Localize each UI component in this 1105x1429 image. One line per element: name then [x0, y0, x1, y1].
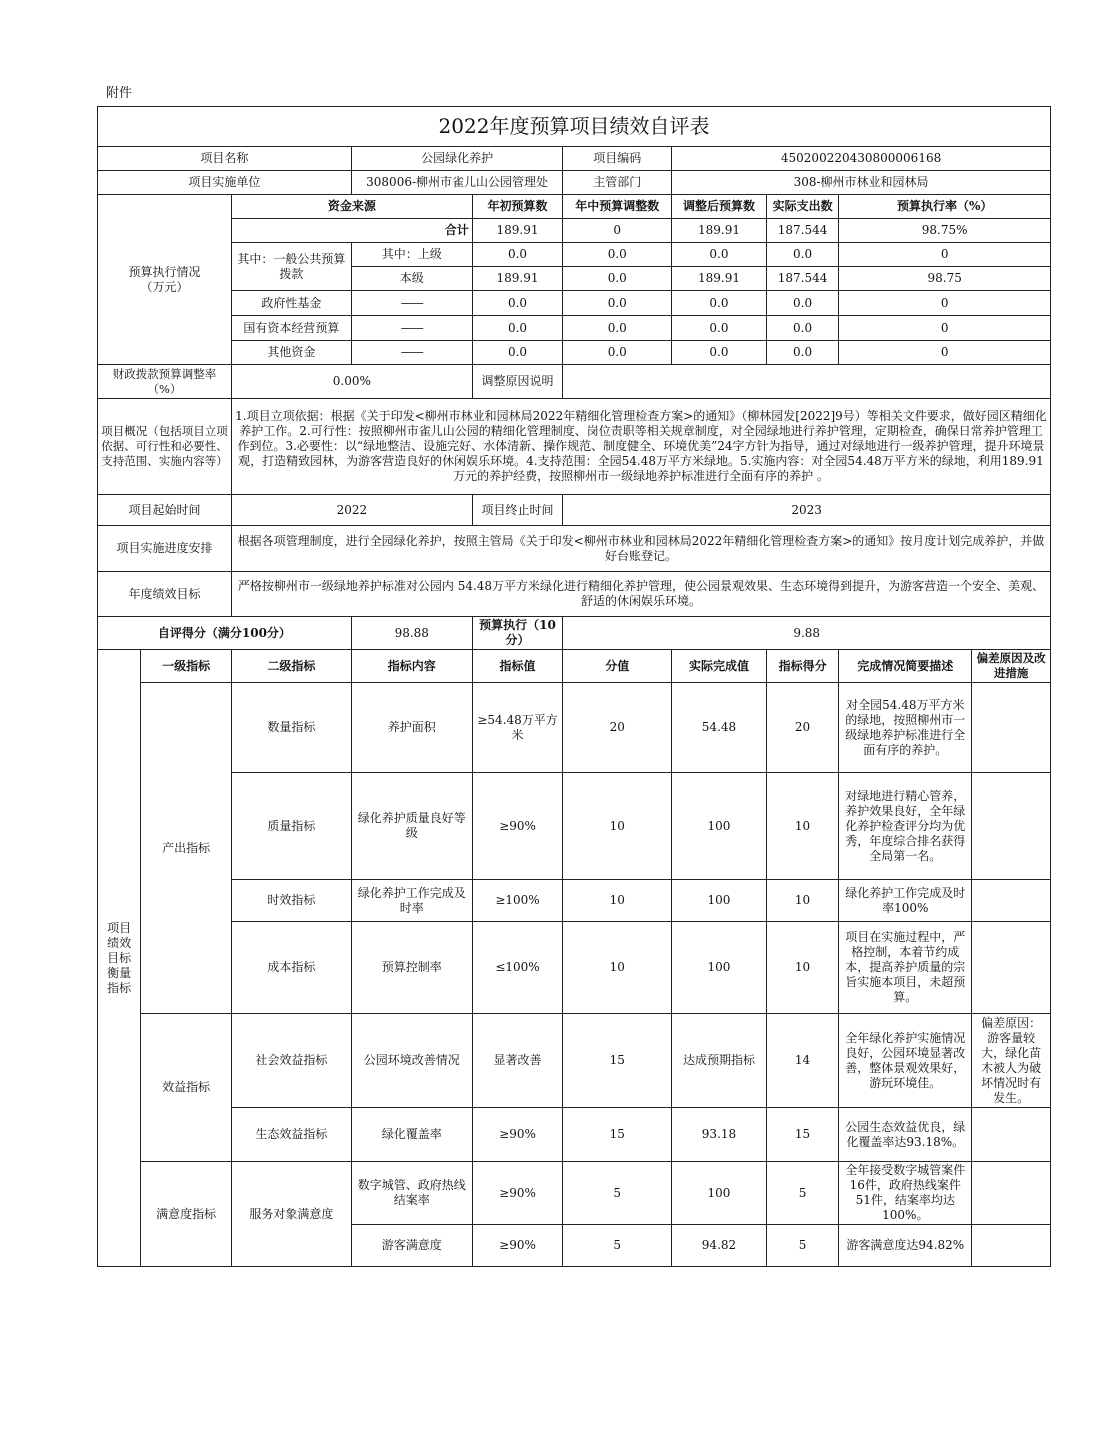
indicator-target: ≤100%: [472, 922, 563, 1014]
local-initial: 189.91: [472, 267, 563, 291]
end-time-label: 项目终止时间: [472, 495, 563, 526]
project-code: 450200220430800006168: [672, 147, 1051, 171]
indicator-actual: 100: [672, 1162, 767, 1225]
indicator-weight: 20: [563, 683, 672, 773]
col-mid-adjust: 年中预算调整数: [563, 195, 672, 219]
gov-fund-exec-rate: 0: [839, 291, 1051, 316]
overview-text: 1.项目立项依据：根据《关于印发<柳州市林业和园林局2022年精细化管理检查方案>的通知》（柳林园发[2022]9号）等相关文件要求，做好园区精细化养护工作。2.可行性：按照柳州市雀儿山公园的精细化管理制度、岗位责职等相关规章制度，对全园绿地进行养护管理，定期检查，确保日常养护管理工作到位。3.必要性：以“绿地整洁、设施完好、水体清新、操作规范、制度健全、环境优美”24字方针为指导，通过对绿地进行一级养护管理，提升环境景观，打造精致园林，为游客营造良好的休闲娱乐环境。4.支持范围：全园54.48万平方米绿地。5.实施内容：对全园54.48万平方米的绿地，利用189.91万元的养护经费，按照柳州市一级绿地养护标准进行全面有序的养护 。: [231, 399, 1050, 495]
hdr-target: 指标值: [472, 650, 563, 683]
adjust-rate: 0.00%: [231, 365, 472, 399]
indicator-actual: 93.18: [672, 1108, 767, 1162]
end-time: 2023: [563, 495, 1051, 526]
state-capital-mid-adjust: 0.0: [563, 316, 672, 341]
hdr-deviation: 偏差原因及改进措施: [972, 650, 1051, 683]
dept: 308-柳州市林业和园林局: [672, 171, 1051, 195]
indicator-target: 显著改善: [472, 1014, 563, 1108]
state-capital-initial: 0.0: [472, 316, 563, 341]
level1-output: 产出指标: [141, 683, 232, 1014]
start-time: 2022: [231, 495, 472, 526]
other-fund-initial: 0.0: [472, 341, 563, 365]
other-fund-actual: 0.0: [766, 341, 839, 365]
indicator-content: 绿化覆盖率: [351, 1108, 472, 1162]
performance-self-evaluation-table: [97, 106, 1051, 1267]
local-label: 本级: [351, 267, 472, 291]
indicator-actual: 100: [672, 880, 767, 922]
indicator-deviation: [972, 1225, 1051, 1267]
indicator-score: 10: [766, 773, 839, 880]
attachment-label: 附件: [106, 86, 133, 101]
indicator-content: 绿化养护质量良好等级: [351, 773, 472, 880]
state-capital-adjusted: 0.0: [672, 316, 767, 341]
indicator-deviation: 偏差原因：游客量较大，绿化苗木被人为破坏情况时有发生。: [972, 1014, 1051, 1108]
gov-fund-initial: 0.0: [472, 291, 563, 316]
indicator-weight: 15: [563, 1014, 672, 1108]
indicator-score: 10: [766, 880, 839, 922]
indicator-deviation: [972, 773, 1051, 880]
gov-fund-mid-adjust: 0.0: [563, 291, 672, 316]
indicator-content: 数字城管、政府热线结案率: [351, 1162, 472, 1225]
overview-label: 项目概况（包括项目立项依据、可行性和必要性、支持范围、实施内容等）: [98, 399, 232, 495]
local-exec-rate: 98.75: [839, 267, 1051, 291]
level2-label: 社会效益指标: [231, 1014, 351, 1108]
dept-label: 主管部门: [563, 171, 672, 195]
local-actual: 187.544: [766, 267, 839, 291]
start-time-label: 项目起始时间: [98, 495, 232, 526]
indicator-target: ≥100%: [472, 880, 563, 922]
self-score-label: 自评得分（满分100分）: [98, 617, 352, 650]
indicator-target: ≥90%: [472, 1225, 563, 1267]
hdr-desc: 完成情况简要描述: [839, 650, 972, 683]
impl-unit: 308006-柳州市雀儿山公园管理处: [351, 171, 563, 195]
indicator-score: 15: [766, 1108, 839, 1162]
gov-fund-adjusted: 0.0: [672, 291, 767, 316]
total-actual: 187.544: [766, 219, 839, 243]
hdr-actual: 实际完成值: [672, 650, 767, 683]
indicator-desc: 全年接受数字城管案件16件，政府热线案件51件，结案率均达100%。: [839, 1162, 972, 1225]
project-code-label: 项目编码: [563, 147, 672, 171]
col-initial-budget: 年初预算数: [472, 195, 563, 219]
indicator-section-label: [98, 650, 141, 1267]
state-capital-dash: ——: [351, 316, 472, 341]
indicator-deviation: [972, 1162, 1051, 1225]
indicator-desc: 游客满意度达94.82%: [839, 1225, 972, 1267]
indicator-content: 养护面积: [351, 683, 472, 773]
hdr-score: 指标得分: [766, 650, 839, 683]
indicator-actual: 达成预期指标: [672, 1014, 767, 1108]
indicator-deviation: [972, 1108, 1051, 1162]
progress-label: 项目实施进度安排: [98, 526, 232, 572]
other-fund-adjusted: 0.0: [672, 341, 767, 365]
indicator-deviation: [972, 922, 1051, 1014]
exec-score-value: 9.88: [563, 617, 1051, 650]
indicator-actual: 94.82: [672, 1225, 767, 1267]
indicator-deviation: [972, 880, 1051, 922]
level1-satisfaction: 满意度指标: [141, 1162, 232, 1267]
local-adjusted: 189.91: [672, 267, 767, 291]
col-exec-rate: 预算执行率（%）: [839, 195, 1051, 219]
total-initial: 189.91: [472, 219, 563, 243]
annual-goal-label: 年度绩效目标: [98, 572, 232, 617]
upper-actual: 0.0: [766, 243, 839, 267]
state-capital-label: 国有资本经营预算: [231, 316, 351, 341]
indicator-weight: 10: [563, 922, 672, 1014]
indicator-score: 5: [766, 1162, 839, 1225]
indicator-weight: 15: [563, 1108, 672, 1162]
indicator-desc: 项目在实施过程中，严格控制，本着节约成本，提高养护质量的宗旨实施本项目，未超预算。: [839, 922, 972, 1014]
level2-label: 成本指标: [231, 922, 351, 1014]
hdr-weight: 分值: [563, 650, 672, 683]
adjust-rate-label: 财政拨款预算调整率（%）: [98, 365, 232, 399]
other-fund-mid-adjust: 0.0: [563, 341, 672, 365]
indicator-weight: 10: [563, 773, 672, 880]
other-fund-exec-rate: 0: [839, 341, 1051, 365]
indicator-target: ≥54.48万平方米: [472, 683, 563, 773]
hdr-level1: 一级指标: [141, 650, 232, 683]
budget-section-text: 预算执行情况 （万元）: [128, 264, 201, 294]
upper-mid-adjust: 0.0: [563, 243, 672, 267]
indicator-content: 公园环境改善情况: [351, 1014, 472, 1108]
project-name: 公园绿化养护: [351, 147, 563, 171]
other-fund-label: 其他资金: [231, 341, 351, 365]
indicator-content: 绿化养护工作完成及时率: [351, 880, 472, 922]
level1-benefit: 效益指标: [141, 1014, 232, 1162]
indicator-target: ≥90%: [472, 773, 563, 880]
impl-unit-label: 项目实施单位: [98, 171, 352, 195]
level2-label: 服务对象满意度: [231, 1162, 351, 1267]
total-adjusted: 189.91: [672, 219, 767, 243]
state-capital-actual: 0.0: [766, 316, 839, 341]
indicator-actual: 100: [672, 773, 767, 880]
upper-initial: 0.0: [472, 243, 563, 267]
level2-label: 生态效益指标: [231, 1108, 351, 1162]
indicator-desc: 绿化养护工作完成及时率100%: [839, 880, 972, 922]
adjust-reason: [563, 365, 1051, 399]
adjust-reason-label: 调整原因说明: [472, 365, 563, 399]
level2-label: 数量指标: [231, 683, 351, 773]
col-adjusted-budget: 调整后预算数: [672, 195, 767, 219]
upper-adjusted: 0.0: [672, 243, 767, 267]
indicator-score: 20: [766, 683, 839, 773]
budget-section-label: [98, 195, 232, 365]
gov-fund-actual: 0.0: [766, 291, 839, 316]
indicator-score: 10: [766, 922, 839, 1014]
indicator-weight: 5: [563, 1162, 672, 1225]
hdr-content: 指标内容: [351, 650, 472, 683]
total-mid-adjust: 0: [563, 219, 672, 243]
indicator-desc: 对绿地进行精心管养，养护效果良好，全年绿化养护检查评分均为优秀，年度综合排名获得全局第一名。: [839, 773, 972, 880]
indicator-target: ≥90%: [472, 1162, 563, 1225]
self-score-value: 98.88: [351, 617, 472, 650]
upper-label: 其中：上级: [351, 243, 472, 267]
local-mid-adjust: 0.0: [563, 267, 672, 291]
project-name-label: 项目名称: [98, 147, 352, 171]
form-title: 2022年度预算项目绩效自评表: [98, 107, 1051, 147]
indicator-score: 5: [766, 1225, 839, 1267]
general-budget-label: 其中：一般公共预算拨款: [231, 243, 351, 291]
indicator-desc: 全年绿化养护实施情况良好，公园环境显著改善，整体景观效果好，游玩环境佳。: [839, 1014, 972, 1108]
gov-fund-label: 政府性基金: [231, 291, 351, 316]
indicator-weight: 10: [563, 880, 672, 922]
indicator-desc: 公园生态效益优良，绿化覆盖率达93.18%。: [839, 1108, 972, 1162]
indicator-actual: 54.48: [672, 683, 767, 773]
upper-exec-rate: 0: [839, 243, 1051, 267]
col-fund-source: 资金来源: [231, 195, 472, 219]
indicator-content: 游客满意度: [351, 1225, 472, 1267]
hdr-level2: 二级指标: [231, 650, 351, 683]
indicator-section-text: 项目绩效目标衡量指标: [107, 920, 132, 995]
level2-label: 时效指标: [231, 880, 351, 922]
col-actual-spend: 实际支出数: [766, 195, 839, 219]
level2-label: 质量指标: [231, 773, 351, 880]
indicator-target: ≥90%: [472, 1108, 563, 1162]
annual-goal-text: 严格按柳州市一级绿地养护标准对公园内 54.48万平方米绿化进行精细化养护管理，使公园景观效果、生态环境得到提升，为游客营造一个安全、美观、舒适的休闲娱乐环境。: [231, 572, 1050, 617]
gov-fund-dash: ——: [351, 291, 472, 316]
indicator-score: 14: [766, 1014, 839, 1108]
total-exec-rate: 98.75%: [839, 219, 1051, 243]
total-label: 合计: [231, 219, 472, 243]
exec-score-label: 预算执行（10分）: [472, 617, 563, 650]
indicator-desc: 对全园54.48万平方米的绿地，按照柳州市一级绿地养护标准进行全面有序的养护。: [839, 683, 972, 773]
progress-text: 根据各项管理制度，进行全园绿化养护，按照主管局《关于印发<柳州市林业和园林局2022年精细化管理检查方案>的通知》按月度计划完成养护，并做好台账登记。: [231, 526, 1050, 572]
indicator-actual: 100: [672, 922, 767, 1014]
indicator-content: 预算控制率: [351, 922, 472, 1014]
indicator-deviation: [972, 683, 1051, 773]
other-fund-dash: ——: [351, 341, 472, 365]
state-capital-exec-rate: 0: [839, 316, 1051, 341]
indicator-weight: 5: [563, 1225, 672, 1267]
